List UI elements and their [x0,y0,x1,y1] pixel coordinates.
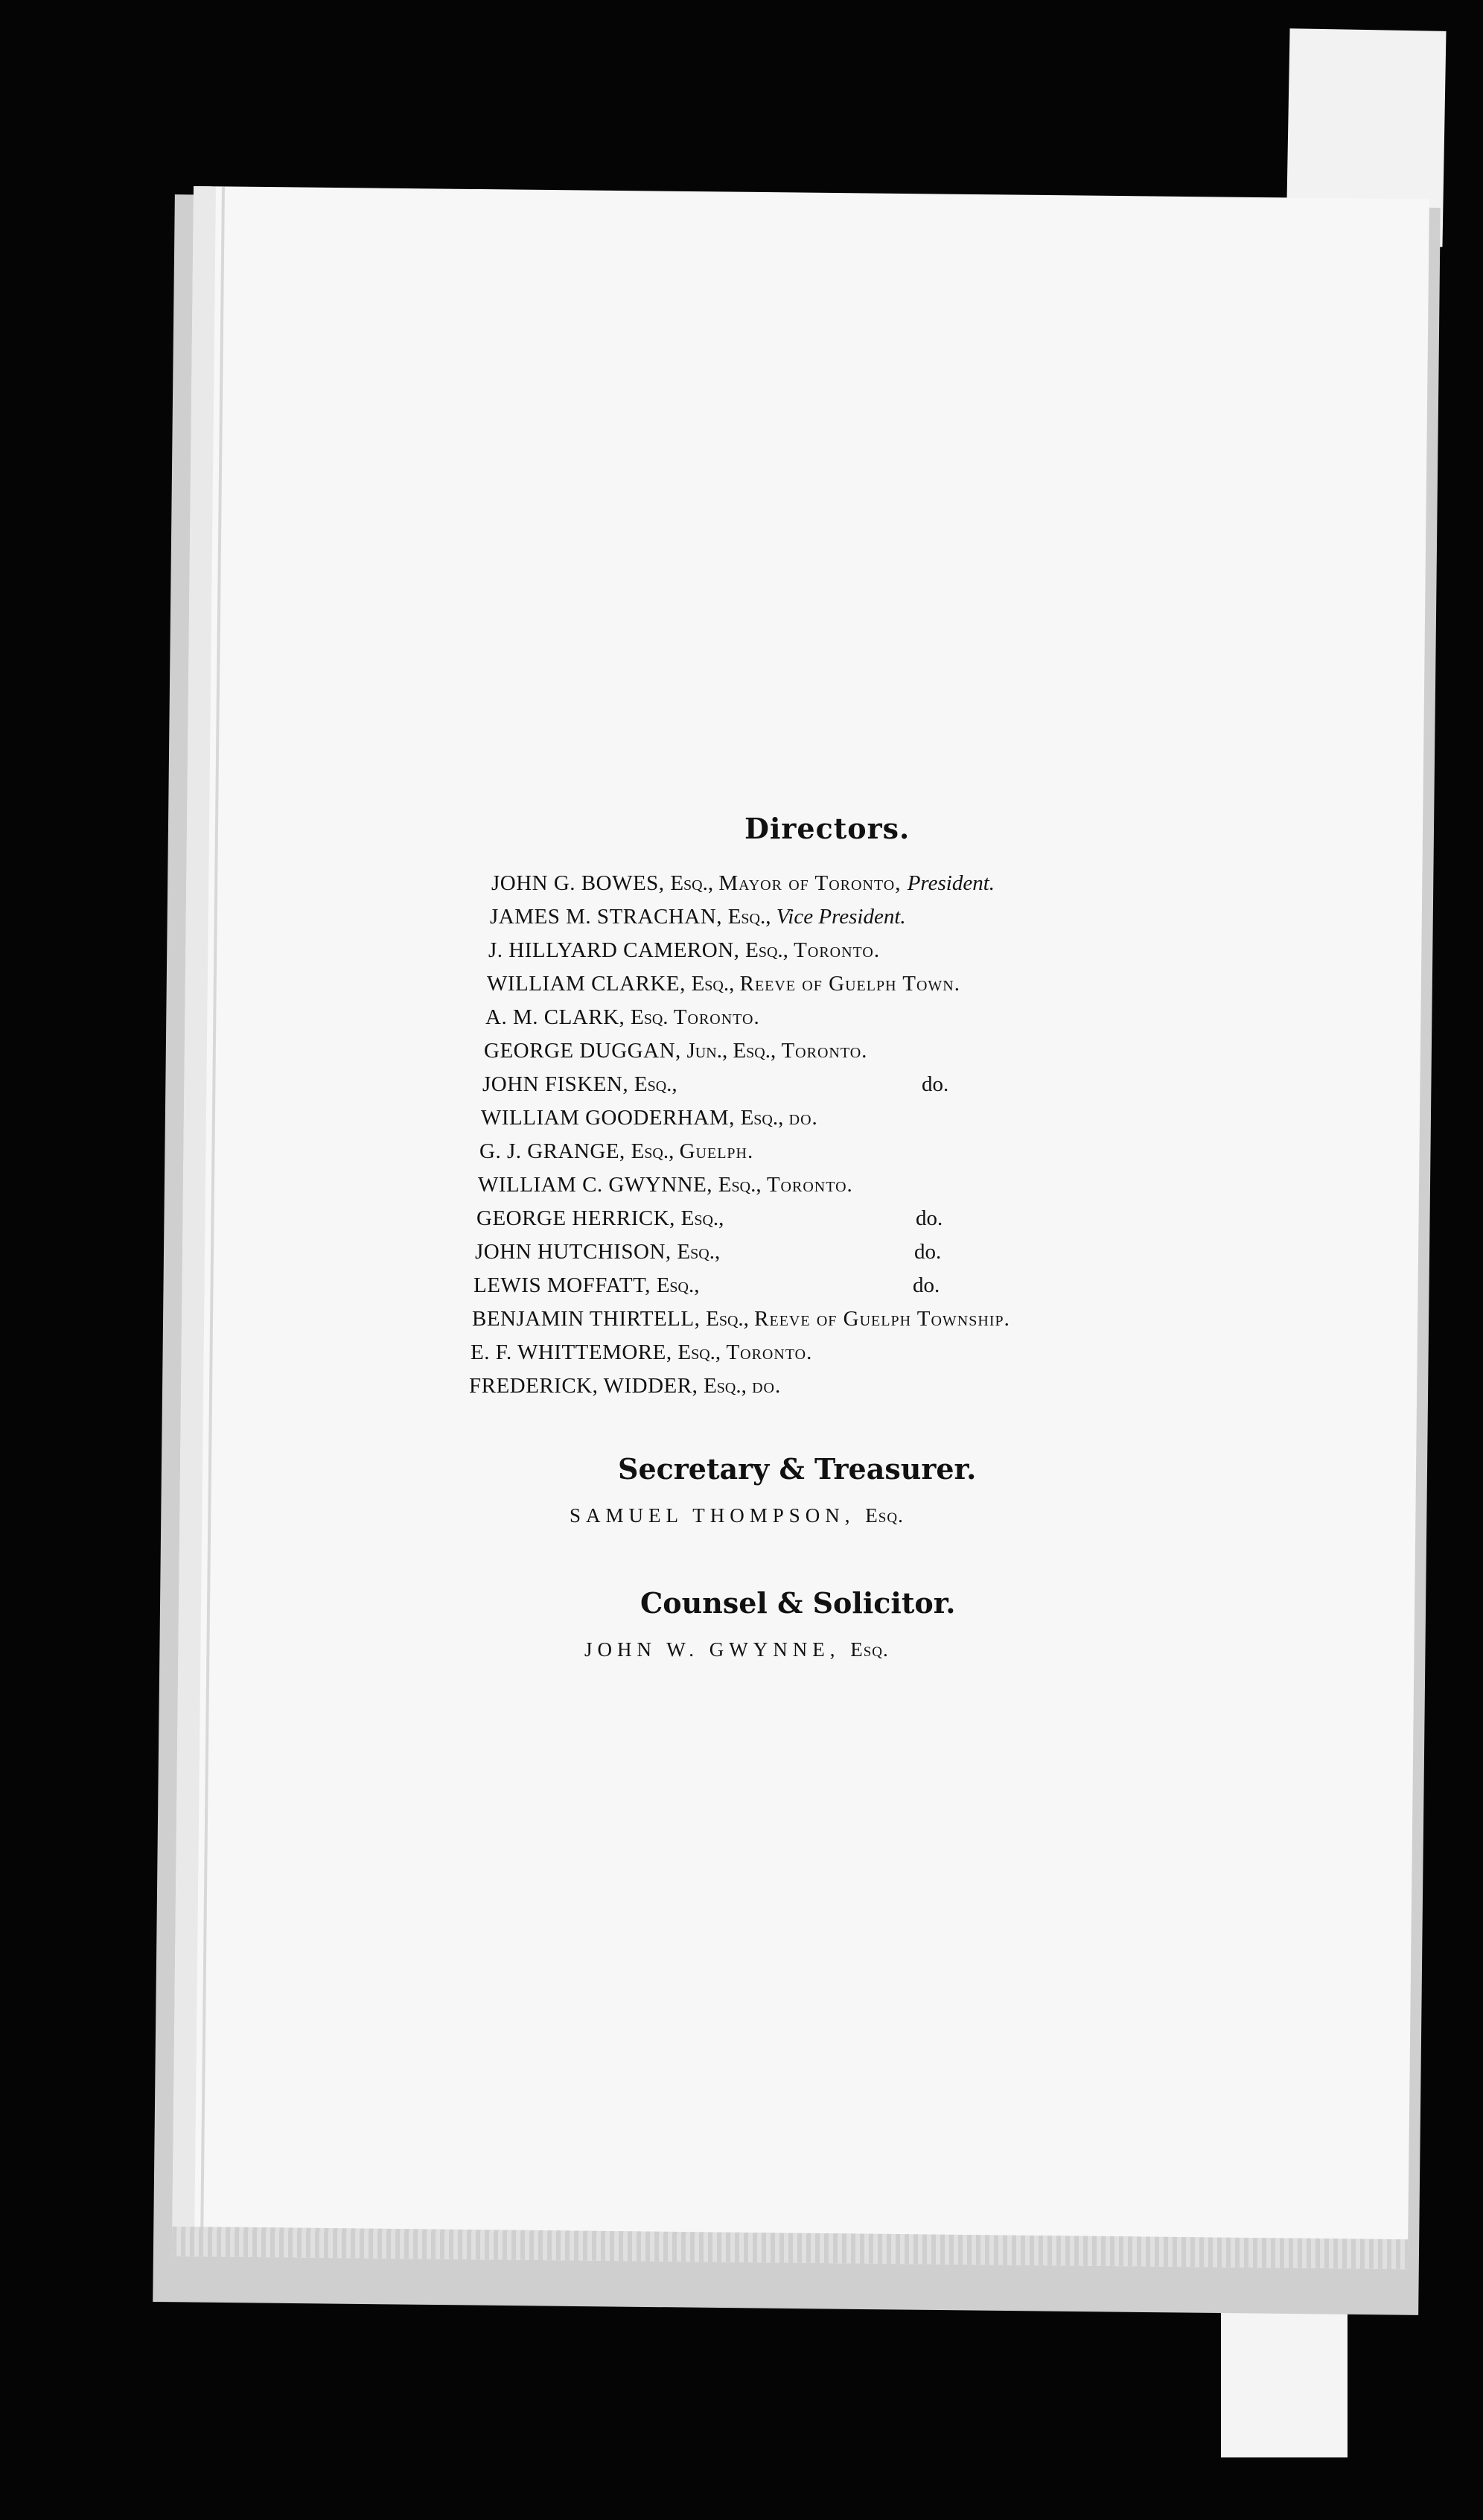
director-name: LEWIS MOFFATT, [473,1273,657,1297]
directors-heading: Directors. [744,812,910,845]
director-name: BENJAMIN THIRTELL, [472,1307,707,1331]
director-row [485,1005,1024,1039]
director-row [478,1173,1016,1206]
director-office: President. [907,871,995,895]
director-row [469,1374,1007,1407]
director-affiliation: Mayor of Toronto, [718,871,908,895]
director-name: JOHN HUTCHISON, [475,1240,677,1264]
director-name: E. F. WHITTEMORE, [471,1340,678,1364]
director-esq: Esq., [670,871,719,895]
director-name: A. M. CLARK, [485,1005,631,1029]
director-esq: Esq., [656,1273,700,1297]
director-row [490,905,1028,938]
director-name: FREDERICK, WIDDER, [469,1374,704,1398]
director-row [481,1106,1019,1139]
director-affiliation: Toronto. [673,1005,760,1029]
director-name: GEORGE DUGGAN, [484,1039,687,1063]
director-esq: Esq., [677,1240,721,1264]
director-esq: Esq., [740,1106,789,1130]
director-esq: Esq., [680,1206,724,1230]
director-name: WILLIAM GOODERHAM, [481,1106,741,1130]
director-name: J. HILLYARD CAMERON, [488,938,746,962]
director-name: G. J. GRANGE, [479,1139,631,1163]
director-ditto: do. [914,1240,942,1264]
director-esq: Esq., [745,938,794,962]
director-esq: Esq., [727,905,776,929]
director-row [491,871,1030,905]
director-esq: Esq., [718,1173,767,1197]
director-name: JOHN FISKEN, [482,1072,634,1096]
director-row [487,972,1025,1005]
counsel-name-text: JOHN W. GWYNNE, [584,1638,841,1661]
secretary-heading: Secretary & Treasurer. [618,1452,977,1486]
director-affiliation: Toronto. [726,1340,813,1364]
directors-list [469,871,1030,1407]
director-name: JOHN G. BOWES, [491,871,671,895]
director-row [473,1273,1012,1307]
director-name: WILLIAM CLARKE, [487,972,692,996]
director-affiliation: Toronto. [766,1173,853,1197]
secretary-name [570,1504,904,1527]
director-esq: Esq., [634,1072,677,1096]
director-affiliation: Toronto. [781,1039,868,1063]
secretary-esq: Esq. [865,1504,904,1527]
director-affiliation: do. [752,1374,782,1398]
director-affiliation: Guelph. [679,1139,754,1163]
director-row [471,1340,1009,1374]
director-ditto: do. [913,1273,940,1297]
director-affiliation: Reeve of Guelph Town. [739,972,960,996]
director-esq: Esq., [691,972,740,996]
counsel-name [584,1638,889,1661]
counsel-esq: Esq. [850,1638,889,1661]
counsel-heading: Counsel & Solicitor. [640,1586,956,1620]
page-fold [200,186,225,2256]
director-affiliation: Reeve of Guelph Township. [754,1307,1010,1331]
director-esq: Esq., [706,1307,755,1331]
director-esq: Jun., Esq., [686,1039,782,1063]
director-name: WILLIAM C. GWYNNE, [478,1173,718,1197]
director-row [472,1307,1010,1340]
director-esq: Esq. [631,1005,674,1029]
director-row [484,1039,1022,1072]
director-name: JAMES M. STRACHAN, [490,905,728,929]
director-row [488,938,1027,972]
director-row [476,1206,1015,1240]
director-esq: Esq., [631,1139,680,1163]
director-row [479,1139,1018,1173]
director-affiliation: Toronto. [794,938,881,962]
secretary-name-text: SAMUEL THOMPSON, [570,1504,855,1527]
director-row [475,1240,1013,1273]
director-esq: Esq., [677,1340,727,1364]
director-office: Vice President. [776,905,906,929]
director-row [482,1072,1021,1106]
director-ditto: do. [922,1072,949,1096]
director-affiliation: do. [788,1106,818,1130]
director-esq: Esq., [704,1374,753,1398]
director-name: GEORGE HERRICK, [476,1206,681,1230]
director-ditto: do. [916,1206,943,1230]
